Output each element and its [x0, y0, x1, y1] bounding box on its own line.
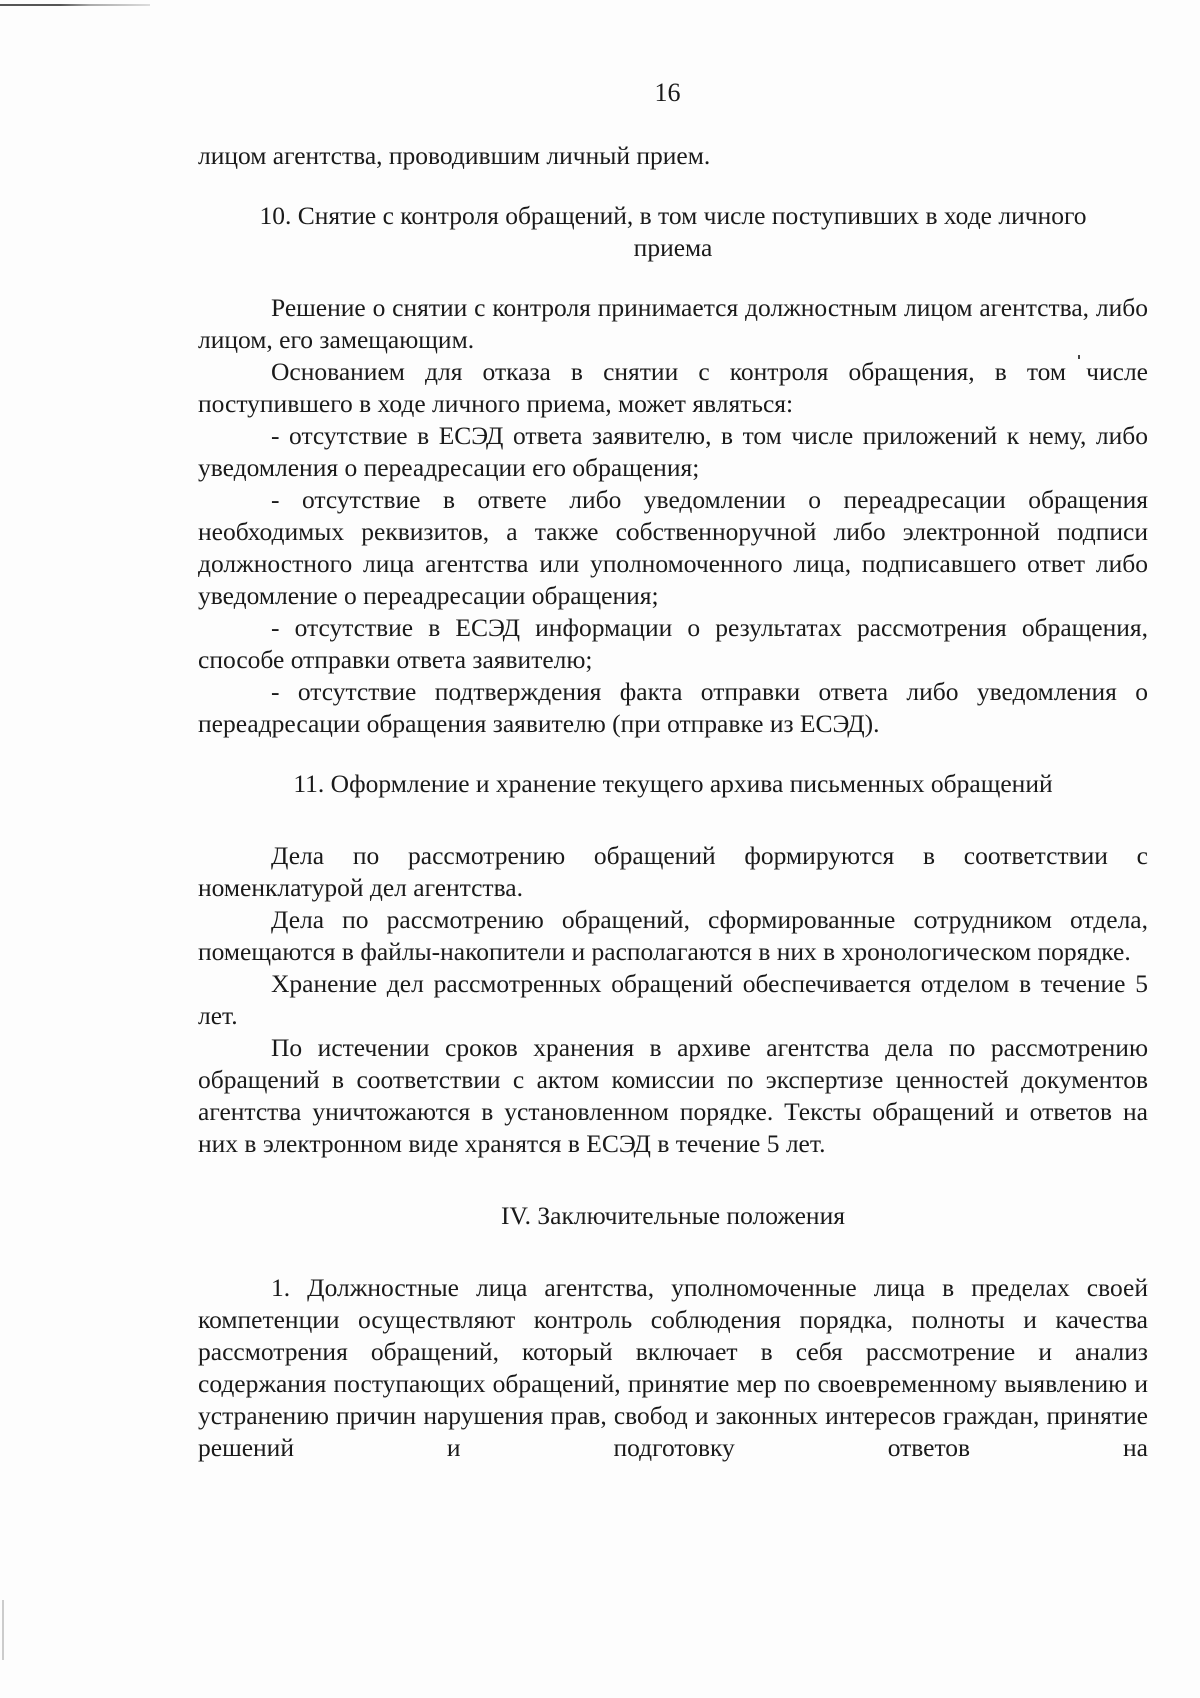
section-heading-iv: IV. Заключительные положения: [501, 1201, 845, 1230]
page-number: 16: [654, 78, 681, 107]
list-item: - отсутствие подтверждения факта отправки ответа либо уведомления о переадресации обращения заявителю (при отправке из ЕСЭД).: [198, 677, 1148, 738]
paragraph: По истечении сроков хранения в архиве агентства дела по рассмотрению обращений в соответствии с актом комиссии по экспертизе ценностей документов агентства уничтожаются в установленном порядке. Тексты обращений и ответов на них в электронном виде хранятся в ЕСЭД в течение 5 лет.: [198, 1033, 1148, 1158]
document-body: [198, 140, 1148, 1464]
list-item: - отсутствие в ЕСЭД информации о результатах рассмотрения обращения, способе отправки ответа заявителю;: [198, 613, 1148, 674]
scan-artifact-speck: [2, 1600, 4, 1660]
paragraph: Дела по рассмотрению обращений формируются в соответствии с номенклатурой дел агентства.: [198, 841, 1148, 902]
paragraph: Хранение дел рассмотренных обращений обеспечивается отделом в течение 5 лет.: [198, 969, 1148, 1030]
section-heading-11: 11. Оформление и хранение текущего архива письменных обращений: [293, 769, 1053, 798]
paragraph-continuation: лицом агентства, проводившим личный прием.: [198, 141, 711, 170]
paragraph: Решение о снятии с контроля принимается должностным лицом агентства, либо лицом, его замещающим.: [198, 293, 1148, 354]
paragraph: Дела по рассмотрению обращений, сформированные сотрудником отдела, помещаются в файлы-накопители и располагаются в них в хронологическом порядке.: [198, 905, 1148, 966]
list-item: - отсутствие в ответе либо уведомлении о переадресации обращения необходимых реквизитов, а также собственноручной либо электронной подписи должностного лица агентства или уполномоченного лица, подписавшего ответ либо уведомление о переадресации обращения;: [198, 485, 1148, 610]
section-heading-10: 10. Снятие с контроля обращений, в том числе поступивших в ходе личного приема: [259, 201, 1087, 262]
paragraph: Основанием для отказа в снятии с контроля обращения, в том числе поступившего в ходе личного приема, может являться:: [198, 357, 1148, 418]
scan-artifact-line: [0, 4, 150, 6]
paragraph: 1. Должностные лица агентства, уполномоченные лица в пределах своей компетенции осуществляют контроль соблюдения порядка, полноты и качества рассмотрения обращений, который включает в себя рассмотрение и анализ содержания поступающих обращений, принятие мер по своевременному выявлению и устранению причин нарушения прав, свобод и законных интересов граждан, принятие решений и подготовку ответов на: [198, 1273, 1148, 1462]
list-item: - отсутствие в ЕСЭД ответа заявителю, в том числе приложений к нему, либо уведомления о переадресации его обращения;: [198, 421, 1148, 482]
